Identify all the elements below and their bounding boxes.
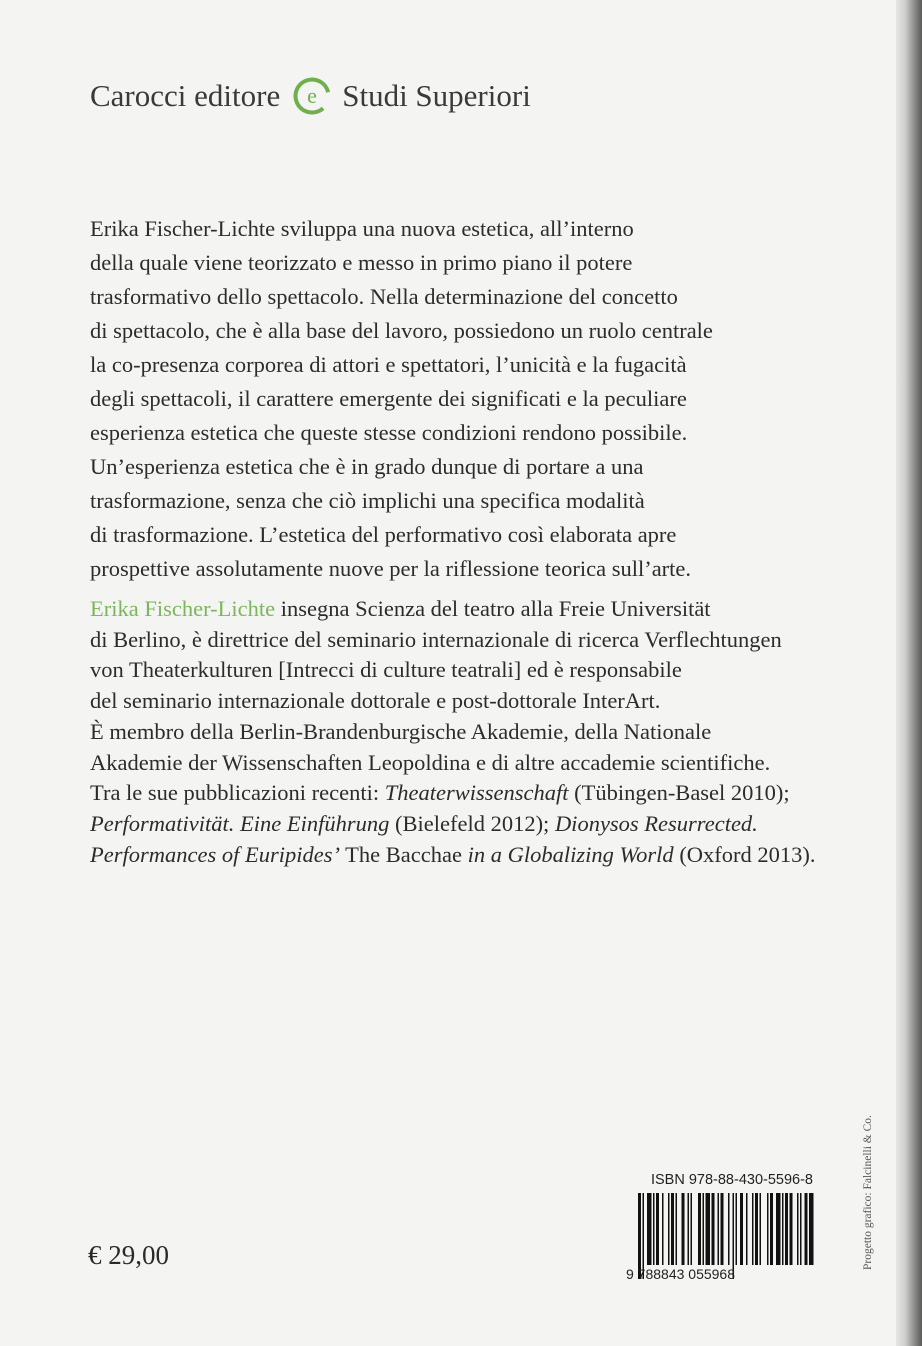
barcode-number: 9 788843 055968 — [626, 1266, 735, 1281]
book-title: The Bacchae — [339, 841, 468, 867]
description-line: trasformazione, senza che ciò implichi una specifica modalità — [90, 488, 645, 513]
description-line: degli spettacoli, il carattere emergente dei significati e la peculiare — [90, 386, 687, 411]
barcode-bar — [706, 1193, 711, 1265]
book-title: Performativität. Eine Einführung — [90, 810, 390, 836]
bio-line — [90, 594, 810, 625]
barcode-bar — [767, 1193, 769, 1265]
barcode-bar — [647, 1193, 652, 1265]
barcode-bar — [752, 1193, 754, 1265]
price-label: € 29,00 — [88, 1240, 169, 1270]
bio-line — [90, 778, 810, 809]
description-line: la co-presenza corporea di attori e spettatori, l’unicità e la fugacità — [90, 352, 687, 377]
barcode-bar — [790, 1193, 793, 1265]
series-name: Studi Superiori — [342, 78, 531, 113]
barcode-bar — [653, 1193, 655, 1265]
bio-line: di Berlino, è direttrice del seminario internazionale di ricerca Verflechtungen — [90, 626, 782, 652]
barcode-bar — [688, 1193, 690, 1265]
isbn-label: ISBN 978-88-430-5596-8 — [650, 1172, 813, 1188]
bio-text-segment: (Bielefeld 2012); — [389, 810, 555, 836]
barcode-bar — [691, 1193, 693, 1265]
barcode-bar — [718, 1193, 720, 1265]
design-credit: Progetto grafico: Falcinelli & Co. — [862, 1115, 874, 1270]
bio-text-segment: insegna Scienza del teatro alla Freie Universität — [275, 596, 711, 621]
description-line: di spettacolo, che è alla base del lavoro, possiedono un ruolo centrale — [90, 318, 713, 343]
barcode — [624, 1193, 816, 1281]
barcode-bar — [671, 1193, 674, 1265]
description-line: di trasformazione. L’estetica del performativo così elaborata apre — [90, 522, 677, 547]
description-line: esperienza estetica che queste stesse condizioni rendono possibile. — [90, 420, 688, 445]
barcode-bar — [668, 1193, 670, 1265]
bio-text-segment: Tra le sue pubblicazioni recenti: — [90, 780, 385, 806]
barcode-bar — [805, 1193, 808, 1265]
barcode-bar — [746, 1193, 748, 1265]
publisher-header — [90, 72, 531, 120]
barcode-bar — [755, 1193, 758, 1265]
barcode-bar — [797, 1193, 799, 1265]
svg-text:e: e — [307, 83, 318, 108]
barcode-bar — [736, 1193, 738, 1265]
barcode-bar — [800, 1193, 802, 1265]
barcode-bar — [782, 1193, 784, 1265]
barcode-bar — [770, 1193, 773, 1265]
description-line: Un’esperienza estetica che è in grado dunque di portare a una — [90, 454, 644, 479]
barcode-bar — [785, 1193, 788, 1265]
description-line: trasformativo dello spettacolo. Nella determinazione del concetto — [90, 284, 678, 309]
book-title: Dionysos Resurrected. — [554, 810, 758, 836]
barcode-bar — [809, 1193, 814, 1265]
publisher-name: Carocci editore — [90, 78, 281, 113]
description-line: Erika Fischer-Lichte sviluppa una nuova estetica, all’interno — [90, 216, 634, 241]
bio-line — [90, 840, 816, 871]
barcode-bar — [760, 1193, 762, 1265]
barcode-bar — [740, 1193, 743, 1265]
barcode-bar — [712, 1193, 715, 1265]
barcode-bar — [698, 1193, 701, 1265]
bio-text-segment: (Oxford 2013). — [673, 841, 816, 867]
book-title: Performances of Euripides’ — [90, 841, 340, 867]
bio-line: Akademie der Wissenschaften Leopoldina e di altre accademie scientifiche. — [90, 749, 771, 775]
barcode-bar — [676, 1193, 678, 1265]
author-name: Erika Fischer-Lichte — [90, 596, 276, 621]
bio-line: È membro della Berlin-Brandenburgische Akademie, della Nationale — [90, 718, 712, 744]
carocci-logo-icon — [292, 76, 332, 116]
description-line: prospettive assolutamente nuove per la riflessione teorica sull’arte. — [90, 556, 692, 581]
author-bio — [90, 594, 816, 870]
barcode-bar — [721, 1193, 724, 1265]
book-title: Theaterwissenschaft — [384, 780, 569, 806]
bio-line: del seminario internazionale dottorale e post-dottorale InterArt. — [90, 688, 661, 714]
barcode-bar — [728, 1193, 730, 1265]
book-title: in a Globalizing World — [467, 841, 674, 867]
book-description — [90, 212, 800, 586]
bio-line — [90, 809, 810, 840]
barcode-bar — [703, 1193, 705, 1265]
barcode-bar — [682, 1193, 685, 1265]
book-spine-edge — [896, 0, 922, 1346]
barcode-bar — [656, 1193, 659, 1265]
barcode-bar — [776, 1193, 781, 1265]
description-line: della quale viene teorizzato e messo in primo piano il potere — [90, 250, 633, 275]
bio-text-segment: (Tübingen-Basel 2010); — [568, 780, 790, 806]
bio-line: von Theaterkulturen [Intrecci di culture teatrali] ed è responsabile — [90, 657, 682, 683]
barcode-bar — [662, 1193, 664, 1265]
